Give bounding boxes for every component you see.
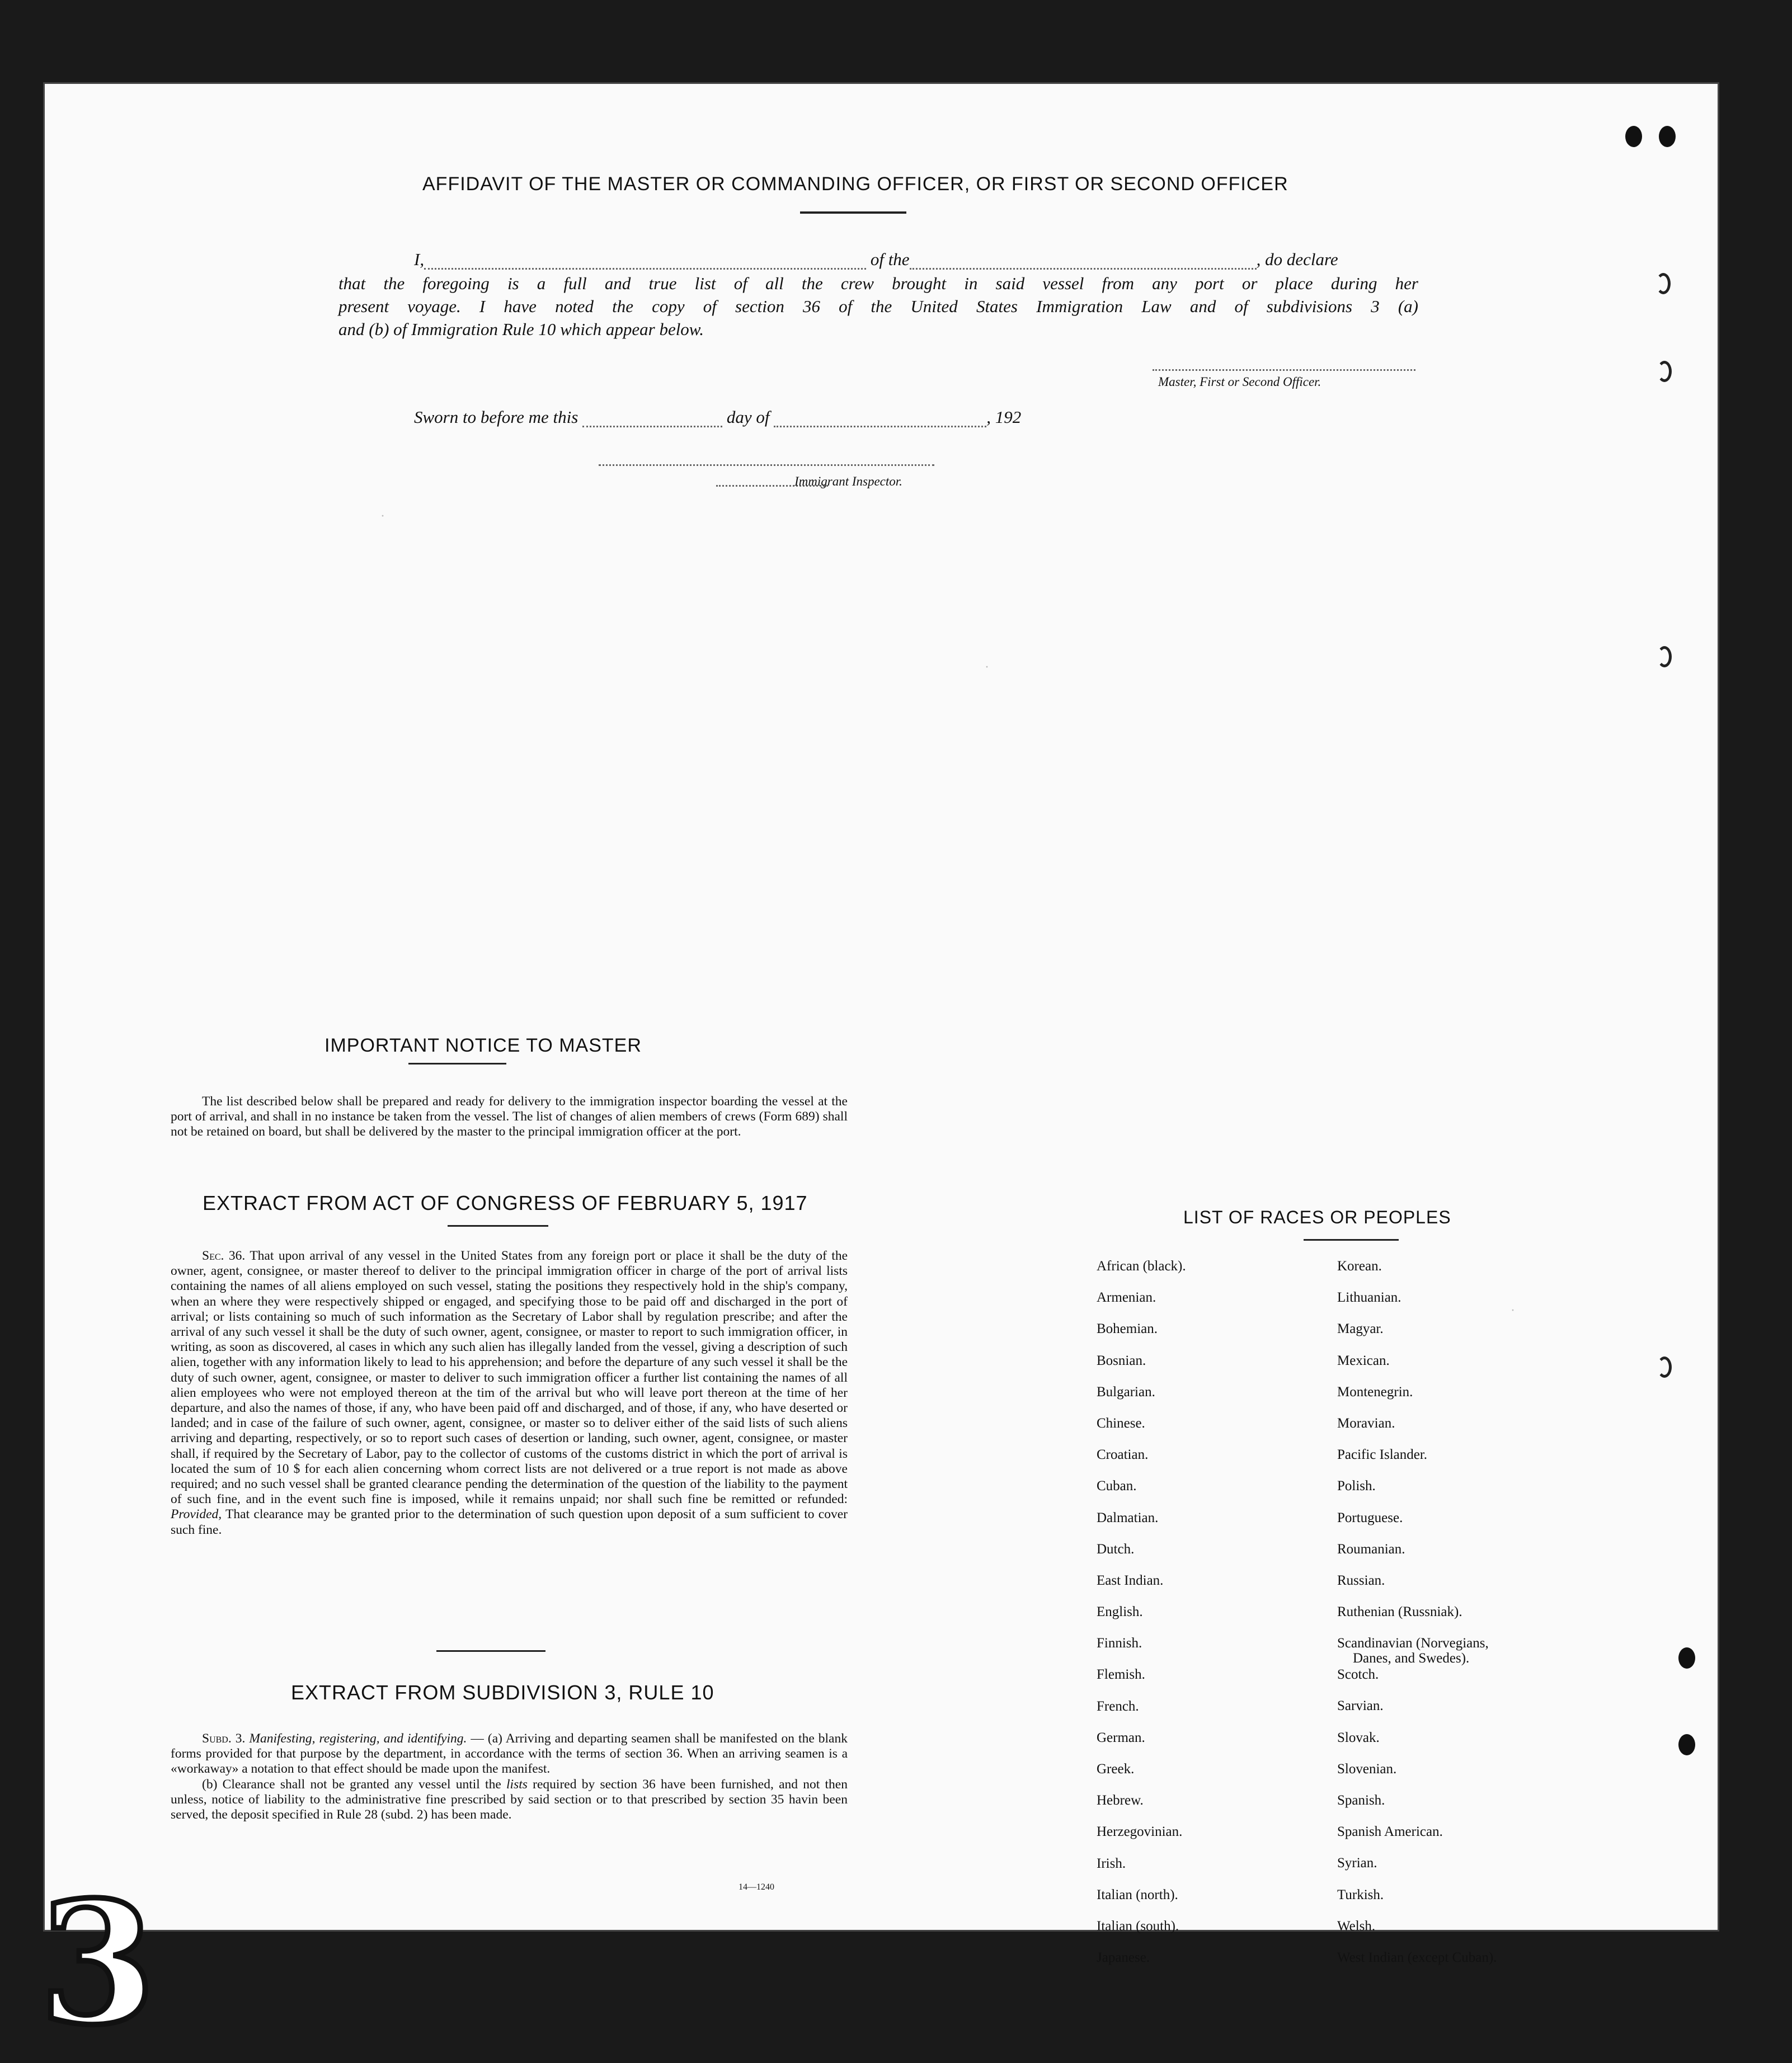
of-the-label: of the — [870, 249, 910, 269]
sworn-day-blank[interactable] — [582, 426, 722, 427]
races-rule — [1304, 1239, 1399, 1241]
race-item: Lithuanian. — [1337, 1290, 1401, 1306]
notice-text — [171, 1094, 848, 1140]
act-extract-text — [171, 1249, 848, 1538]
race-item: Sarvian. — [1337, 1698, 1384, 1714]
race-item: Italian (north). — [1097, 1887, 1178, 1902]
race-item: Dutch. — [1097, 1541, 1135, 1557]
document-sheet — [45, 84, 1718, 1966]
subd-label: Subd. 3. — [202, 1731, 246, 1746]
sec-36-body: That upon arrival of any vessel in the United States from any foreign port or place it shall be the duty of the owner, agent, consignee, or master thereof to deliver to the principal immigration officer in charge of the port of arrival lists containing the names of all aliens employed on such vessel, stating the positions they respectively hold in the ship's company, when an where they were respectively shipped or engaged, and specifying those to be paid off and discharged in the port of arrival; or lists containing so much of such information as the Secretary of Labor shall by regulation prescribe; and after the arrival of any such vessel it shall be the duty of such owner, agent, consignee, or master to report to such immigration officer, in writing, as soon as discovered, al cases in which any such alien has illegally landed from the vessel, giving a description of such alien, together with any information likely to lead to his apprehension; and before the departure of any such vessel it shall be the duty of such owner, agent, consignee, or master to deliver to such immigration officer a further list containing the names of all alien employees who were not employed thereon at the tim of the arrival but who will leave port thereon at the time of her departure, and also the names of those, if any, who have been paid off and discharged, and of those, if any, who have deserted or landed; and in case of the failure of such owner, agent, consignee, or master so to deliver either of the said lists of such aliens arriving and departing, respectively, or so to report such cases of desertion or landing, such owner, agent, consignee, or master shall, if required by the Secretary of Labor, pay to the collector of customs of the customs district in which the port of arrival is located the sum of 10 $ for each alien concerning whom correct lists are not delivered or a true report is not made as above required; and no such vessel shall be granted clearance pending the determination of the question of the liability to the payment of such fine, and in the event such fine is imposed, while it remains unpaid; nor shall such fine be remitted or refunded: — [171, 1249, 848, 1507]
rule-extract-title: EXTRACT FROM SUBDIVISION 3, RULE 10 — [291, 1681, 714, 1704]
year-label: , 192 — [986, 407, 1022, 427]
race-item: Moravian. — [1337, 1415, 1395, 1431]
race-item: Syrian. — [1337, 1855, 1377, 1871]
do-declare-label: , do declare — [1256, 249, 1338, 269]
name-blank[interactable] — [424, 268, 866, 270]
race-item: Greek. — [1097, 1761, 1135, 1777]
race-item: Korean. — [1337, 1259, 1382, 1274]
subd-para-b-lists: lists — [506, 1777, 528, 1792]
notice-rule — [408, 1063, 506, 1065]
subd-para-b-end: required by section 36 have been furnished, and not then unless, notice of liability to the administrative fine prescribed by said section or to that prescribed by section 35 havin been served, the deposit specified in Rule 28 (subd. 2) has been made. — [171, 1777, 848, 1822]
binder-hole — [1678, 1647, 1695, 1669]
race-item: French. — [1097, 1698, 1139, 1714]
races-left-column — [1097, 1259, 1186, 1981]
act-extract-title: EXTRACT FROM ACT OF CONGRESS OF FEBRUARY 5, 1917 — [203, 1191, 808, 1214]
sworn-line — [414, 407, 1021, 427]
race-item: Russian. — [1337, 1572, 1385, 1588]
notice-title: IMPORTANT NOTICE TO MASTER — [324, 1035, 642, 1056]
race-item: East Indian. — [1097, 1572, 1164, 1588]
act-extract-rule — [448, 1225, 548, 1227]
vessel-blank[interactable] — [910, 268, 1257, 270]
statement-line-1: that the foregoing is a full and true list of all the crew brought in said vessel from any port or place during her — [338, 274, 1418, 293]
title-rule — [800, 211, 906, 214]
affidavit-statement — [338, 272, 1418, 341]
binder-hole-ring — [1656, 273, 1671, 294]
binder-hole-ring — [1657, 361, 1672, 382]
inspector-signature-line[interactable] — [599, 464, 934, 466]
signature-caption: Master, First or Second Officer. — [1158, 375, 1321, 389]
race-item: Welsh. — [1337, 1918, 1376, 1934]
race-item: Spanish. — [1337, 1793, 1385, 1808]
race-item: Magyar. — [1337, 1321, 1384, 1337]
race-item: German. — [1097, 1730, 1145, 1745]
race-item: Pacific Islander. — [1337, 1447, 1428, 1463]
races-right-column — [1337, 1259, 1497, 1981]
affidavit-i-line — [414, 249, 1338, 270]
officer-signature-line[interactable] — [1153, 369, 1415, 371]
race-item: Bosnian. — [1097, 1353, 1146, 1368]
race-item: English. — [1097, 1604, 1143, 1620]
day-of-label: day of — [726, 407, 770, 427]
race-item: Slovak. — [1337, 1730, 1380, 1745]
race-item: Herzegovinian. — [1097, 1824, 1183, 1840]
ghost-trace: · — [1511, 1303, 1515, 1318]
subd-para-a: — (a) Arriving and departing seamen shall be manifested on the blank forms provided for that purpose by the department, in accordance with the terms of section 36. When an arriving seamen is a «workaway» a notation to that effect should be made upon the manifest. — [171, 1731, 848, 1777]
subd-para-b-start: (b) Clearance shall not be granted any vessel until the — [202, 1777, 501, 1792]
binder-hole-ring — [1657, 646, 1672, 667]
race-item: Irish. — [1097, 1855, 1126, 1871]
race-item: Turkish. — [1337, 1887, 1384, 1902]
act-end-rule — [436, 1650, 545, 1652]
race-item: Finnish. — [1097, 1636, 1142, 1651]
i-label: I, — [414, 249, 425, 269]
race-item: Armenian. — [1097, 1290, 1156, 1306]
race-item: Bulgarian. — [1097, 1384, 1155, 1400]
race-item: Mexican. — [1337, 1353, 1390, 1368]
race-item: Flemish. — [1097, 1667, 1145, 1683]
subd-heading: Manifesting, registering, and identifying. — [249, 1731, 467, 1746]
races-title: LIST OF RACES OR PEOPLES — [1183, 1207, 1451, 1227]
race-item: Japanese. — [1097, 1950, 1150, 1966]
ghost-trace: · — [985, 660, 989, 675]
race-item-line: Danes, and Swedes). — [1353, 1651, 1470, 1666]
race-item: Portuguese. — [1337, 1510, 1403, 1525]
page-marker: 3 — [39, 1864, 156, 2062]
race-item: Croatian. — [1097, 1447, 1149, 1463]
race-item: Italian (south). — [1097, 1918, 1179, 1934]
race-item: Ruthenian (Russniak). — [1337, 1604, 1462, 1620]
race-item: Hebrew. — [1097, 1793, 1144, 1808]
affidavit-title: AFFIDAVIT OF THE MASTER OR COMMANDING OFFICER, OR FIRST OR SECOND OFFICER — [422, 173, 1288, 195]
race-item: Roumanian. — [1337, 1541, 1405, 1557]
statement-line-2: present voyage. I have noted the copy of section 36 of the United States Immigration Law and of subdivisions 3 (a) — [338, 296, 1418, 316]
race-item: Chinese. — [1097, 1415, 1145, 1431]
race-item: West Indian (except Cuban). — [1337, 1949, 1497, 1965]
race-item: Spanish American. — [1337, 1824, 1443, 1840]
binder-hole — [1678, 1734, 1695, 1755]
binder-hole — [1625, 126, 1642, 147]
race-item: African (black). — [1097, 1259, 1186, 1274]
race-item: Dalmatian. — [1097, 1510, 1159, 1525]
form-number: 14—1240 — [739, 1882, 774, 1892]
binder-hole-ring — [1657, 1357, 1672, 1378]
ghost-trace: · — [380, 509, 385, 524]
proviso-text: That clearance may be granted prior to the determination of such question upon deposit of a sum sufficient to cover such fine. — [171, 1507, 848, 1537]
race-item — [1337, 1636, 1497, 1667]
statement-line-3: and (b) of Immigration Rule 10 which appear below. — [338, 319, 704, 339]
notice-paragraph: The list described below shall be prepared and ready for delivery to the immigration inspector boarding the vessel at the port of arrival, and shall in no instance be taken from the vessel. The list of changes of alien members of crews (Form 689) shall not be retained on board, but shall be delivered by the master to the principal immigration officer at the port. — [171, 1094, 848, 1139]
race-item: Bohemian. — [1097, 1321, 1158, 1337]
proviso-label: Provided, — [171, 1507, 222, 1522]
sec-36-label: Sec. 36. — [202, 1249, 246, 1263]
inspector-caption: Immigrant Inspector. — [794, 474, 902, 488]
race-item: Polish. — [1337, 1478, 1376, 1494]
rule-extract-text — [171, 1731, 848, 1822]
race-item: Montenegrin. — [1337, 1384, 1413, 1400]
race-item: Scotch. — [1337, 1667, 1379, 1683]
binder-hole — [1659, 126, 1676, 147]
race-item: Slovenian. — [1337, 1761, 1397, 1777]
race-item: Cuban. — [1097, 1478, 1137, 1494]
sworn-label: Sworn to before me this — [414, 407, 578, 427]
race-item-line: Scandinavian (Norvegians, — [1337, 1636, 1489, 1651]
sworn-month-blank[interactable] — [774, 426, 986, 427]
